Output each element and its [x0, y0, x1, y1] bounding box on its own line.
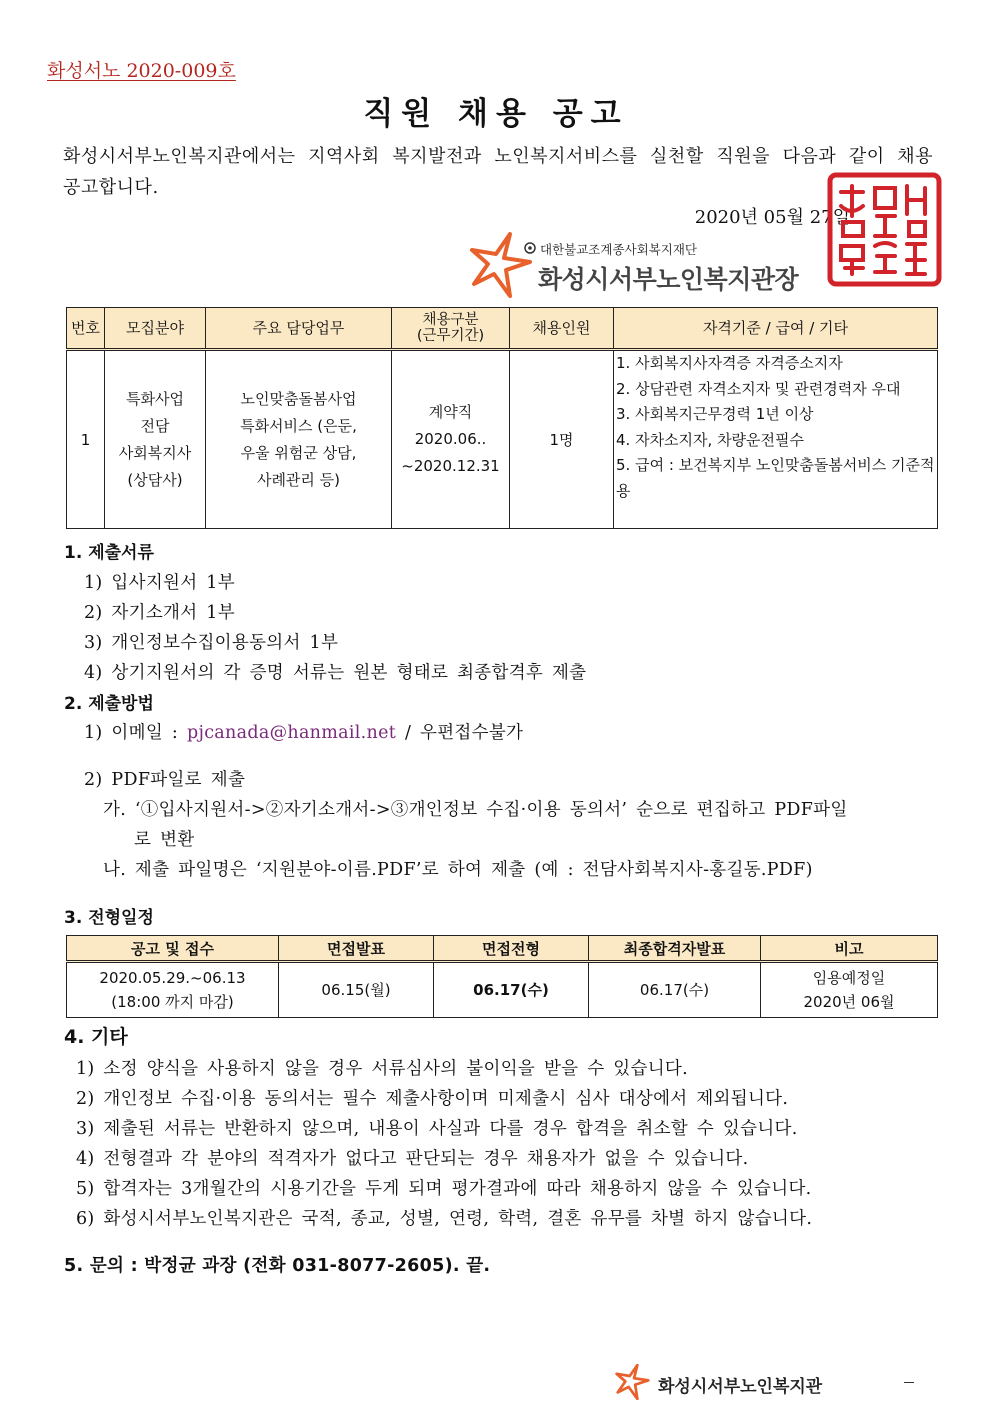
schedule-cell: 2020.05.29.~06.13 (18:00 까지 마감)	[67, 962, 279, 1018]
recruit-table	[66, 307, 938, 529]
schedule-cell: 06.17(수)	[589, 962, 761, 1018]
email-suffix: / 우편접수불가	[396, 723, 524, 743]
org-name: 화성시서부노인복지관장	[538, 265, 799, 294]
list-item: 4) 전형결과 각 분야의 적격자가 없다고 판단되는 경우 채용자가 없을 수 있습니다.	[76, 1149, 749, 1169]
schedule-cell: 임용예정일 2020년 06월	[761, 962, 938, 1018]
foundation-name: 대한불교조계종사회복지재단	[540, 242, 697, 257]
page-title: 직원 채용 공고	[363, 96, 629, 132]
list-item: 로 변환	[134, 830, 195, 850]
recruit-field: 특화사업 전담 사회복지사 (상담사)	[105, 350, 206, 529]
table-row	[67, 350, 938, 529]
list-item: 나. 제출 파일명은 ‘지원분야-이름.PDF’로 하여 제출 (예 : 전담사회복지사-홍길동.PDF)	[103, 860, 813, 880]
list-item: 2) 개인정보 수집·이용 동의서는 필수 제출사항이며 미제출시 심사 대상에서 제외됩니다.	[76, 1089, 789, 1109]
header-cell: 번호	[67, 308, 105, 350]
schedule-cell: 06.17(수)	[434, 962, 589, 1018]
table-header-row	[67, 936, 938, 962]
section-title: 4. 기타	[64, 1026, 128, 1048]
schedule-table	[66, 935, 938, 1018]
footer-org-name: 화성시서부노인복지관	[658, 1377, 823, 1397]
table-header-row	[67, 308, 938, 350]
divider	[904, 1382, 914, 1383]
section-title: 3. 전형일정	[64, 908, 154, 928]
header-cell: 면접전형	[434, 936, 589, 962]
employment-type: 계약직 2020.06.. ~2020.12.31	[392, 350, 510, 529]
header-cell: 주요 담당업무	[206, 308, 392, 350]
official-seal-icon	[827, 172, 942, 287]
star-logo-icon	[614, 1364, 652, 1400]
header-cell: 채용인원	[510, 308, 614, 350]
list-item: 1) 입사지원서 1부	[84, 573, 235, 593]
qualifications	[614, 350, 938, 529]
header-cell: 최종합격자발표	[589, 936, 761, 962]
schedule-cell: 06.15(월)	[279, 962, 434, 1018]
section-title: 2. 제출방법	[64, 694, 154, 714]
header-cell: 면접발표	[279, 936, 434, 962]
list-item: 2. 상담관련 자격소지자 및 관련경력자 우대	[616, 379, 901, 398]
hire-count: 1명	[510, 350, 614, 529]
contact-line: 5. 문의 : 박정균 과장 (전화 031-8077-2605). 끝.	[64, 1256, 491, 1276]
email-prefix: 1) 이메일 :	[84, 723, 187, 743]
list-item: 3. 사회복지근무경력 1년 이상	[616, 405, 814, 423]
header-cell: 비고	[761, 936, 938, 962]
section-title: 1. 제출서류	[64, 543, 154, 563]
list-item: 5. 급여 : 보건복지부 노인맞춤돌봄서비스 기준적용	[616, 456, 935, 500]
list-item: 2) PDF파일로 제출	[84, 770, 246, 790]
list-item: 3) 제출된 서류는 반환하지 않으며, 내용이 사실과 다를 경우 합격을 취소할 수 있습니다.	[76, 1119, 798, 1139]
header-cell: 공고 및 접수	[67, 936, 279, 962]
row-number: 1	[67, 350, 105, 529]
email-line	[84, 719, 523, 744]
list-item: 가. ‘①입사지원서->②자기소개서->③개인정보 수집·이용 동의서’ 순으로 편집하고 PDF파일	[103, 800, 848, 820]
table-row	[67, 962, 938, 1018]
list-item: 3) 개인정보수집이용동의서 1부	[84, 633, 339, 653]
document-number: 화성서노 2020-009호	[47, 60, 236, 82]
list-item: 6) 화성시서부노인복지관은 국적, 종교, 성별, 연령, 학력, 결혼 유무를 차별 하지 않습니다.	[76, 1209, 813, 1229]
list-item: 1) 소정 양식을 사용하지 않을 경우 서류심사의 불이익을 받을 수 있습니다.	[76, 1059, 688, 1079]
announcement-date: 2020년 05월 27일	[694, 207, 850, 228]
intro-paragraph: 화성시서부노인복지관에서는 지역사회 복지발전과 노인복지서비스를 실천할 직원을 다음과 같이 채용 공고합니다.	[63, 146, 933, 198]
main-duties: 노인맞춤돌봄사업 특화서비스 (은둔, 우울 위험군 상담, 사례관리 등)	[206, 350, 392, 529]
buddhist-emblem-icon	[524, 242, 536, 254]
list-item: 2) 자기소개서 1부	[84, 603, 235, 623]
footer-logo	[614, 1364, 874, 1400]
list-item: 4) 상기지원서의 각 증명 서류는 원본 형태로 최종합격후 제출	[84, 663, 587, 683]
header-cell: 모집분야	[105, 308, 206, 350]
email-link[interactable]: pjcanada@hanmail.net	[186, 723, 397, 743]
list-item: 4. 자차소지자, 차량운전필수	[616, 430, 805, 449]
header-cell: 자격기준 / 급여 / 기타	[614, 308, 938, 350]
list-item: 5) 합격자는 3개월간의 시용기간을 두게 되며 평가결과에 따라 채용하지 않을 수 있습니다.	[76, 1179, 812, 1199]
list-item: 1. 사회복지사자격증 자격증소지자	[616, 354, 843, 372]
header-cell: 채용구분 (근무기간)	[392, 308, 510, 350]
organization-logo	[470, 232, 800, 298]
